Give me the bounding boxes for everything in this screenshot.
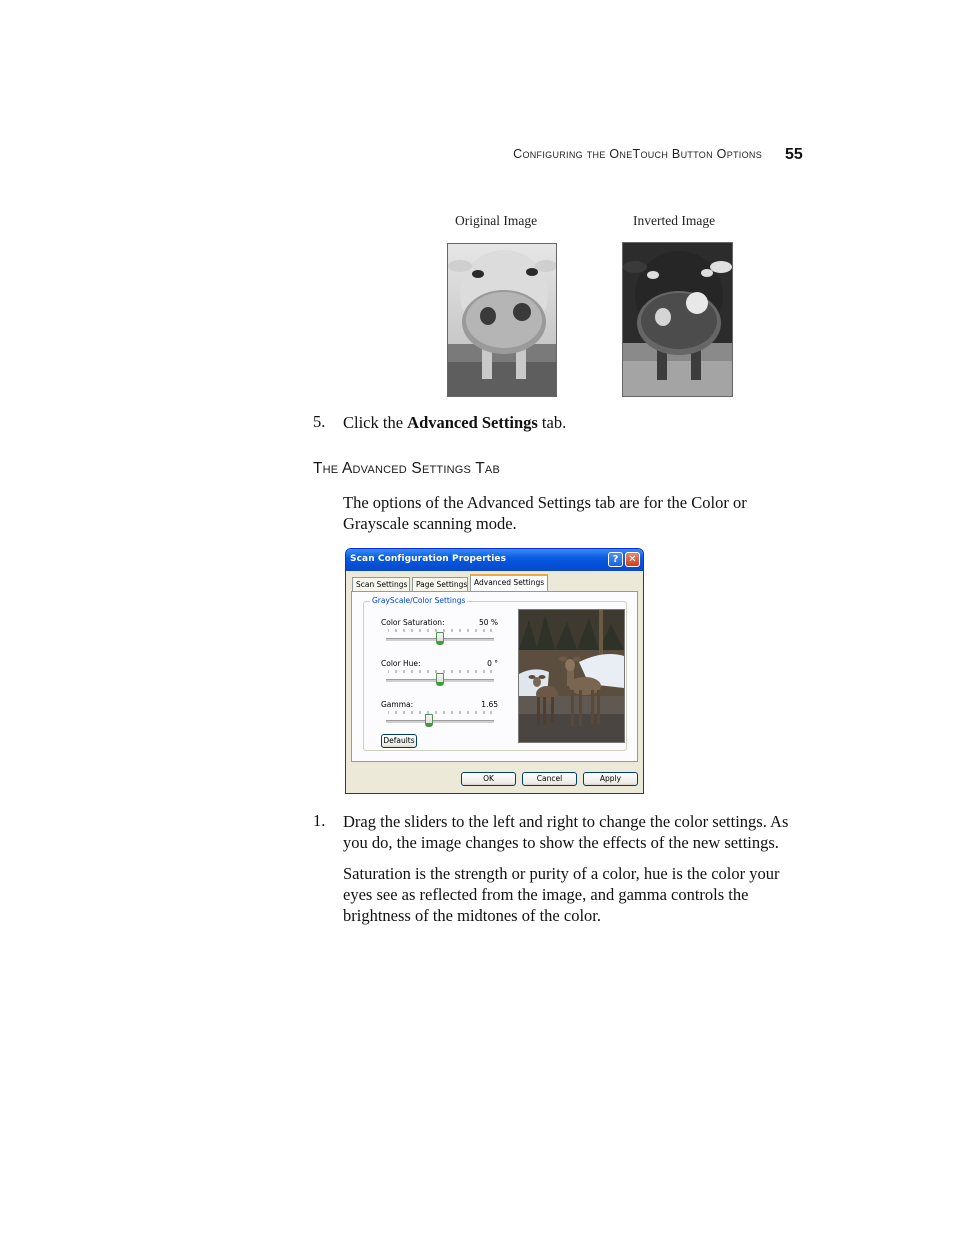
ok-button[interactable]: OK [461,772,516,786]
scan-configuration-dialog [345,548,644,794]
color-hue-label: Color Hue: [381,659,421,668]
gamma-value: 1.65 [481,700,498,709]
dialog-title: Scan Configuration Properties [350,554,507,564]
tab-scan-settings[interactable]: Scan Settings [352,577,410,591]
group-label: GrayScale/Color Settings [372,596,466,605]
original-cow-image [447,243,557,397]
original-image-caption: Original Image [455,213,538,228]
color-saturation-slider[interactable] [436,632,444,645]
help-icon[interactable]: ? [608,552,623,567]
close-icon[interactable]: ✕ [625,552,640,567]
section-heading: The Advanced Settings Tab [313,460,500,477]
gamma-label: Gamma: [381,700,414,709]
page-number: 55 [785,146,803,163]
gamma-track [386,720,494,724]
inverted-cow-image [622,242,733,397]
step-5-number: 5. [313,412,326,431]
color-hue-slider[interactable] [436,673,444,686]
gamma-slider[interactable] [425,714,433,727]
cancel-button[interactable]: Cancel [522,772,577,786]
inverted-image-caption: Inverted Image [633,213,716,228]
advanced-settings-panel [351,591,638,762]
gamma-ticks [388,711,492,714]
grayscale-color-settings-group [363,596,627,751]
defaults-button[interactable]: Defaults [381,734,417,748]
running-header: Configuring the OneTouch Button Options [513,147,762,161]
tab-advanced-settings[interactable]: Advanced Settings [470,574,548,592]
step-1-number: 1. [313,811,326,830]
color-hue-value: 0 ° [487,659,498,668]
explanation-paragraph: Saturation is the strength or purity of a color, hue is the color your eyes see as reflected from the image, and gamma controls the brightness of the midtones of the color. [343,864,780,925]
dialog-titlebar [346,549,643,571]
preview-deer-image [518,609,625,743]
section-intro: The options of the Advanced Settings tab are for the Color or Grayscale scanning mode. [343,493,747,533]
tab-page-settings[interactable]: Page Settings [412,577,468,591]
color-saturation-value: 50 % [478,618,498,627]
step-1-text: Drag the sliders to the left and right to change the color settings. As you do, the image changes to show the effects of the new settings. [343,812,789,852]
apply-button[interactable]: Apply [583,772,638,786]
color-saturation-label: Color Saturation: [381,618,445,627]
step-5-text: Click the Advanced Settings tab. [343,413,567,432]
